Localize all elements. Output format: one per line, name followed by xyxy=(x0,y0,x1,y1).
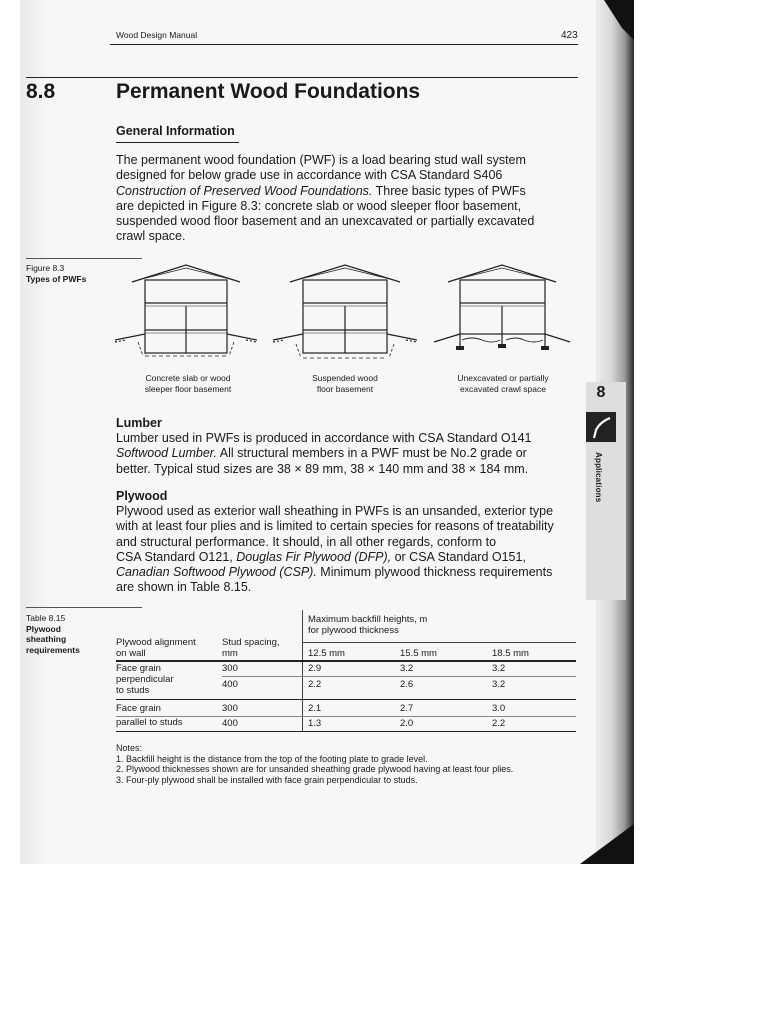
lumber-line-rest: All structural members in a PWF must be No.2 grade or xyxy=(216,446,527,461)
notes-heading: Notes: xyxy=(116,743,143,753)
chapter-number: 8 xyxy=(596,384,606,401)
section-title: Permanent Wood Foundations xyxy=(116,80,421,103)
table-divider xyxy=(302,610,303,732)
plywood-heading: Plywood xyxy=(116,489,168,503)
lumber-line xyxy=(116,446,586,461)
note-item: 1. Backfill height is the distance from the top of the footing plate to grade level. xyxy=(116,753,428,764)
table-cell: 2.7 xyxy=(400,703,414,714)
row-rule xyxy=(222,676,576,677)
plywood-paragraph xyxy=(116,504,586,596)
alignment-line: Face grain xyxy=(116,703,161,714)
house-slab-basement xyxy=(115,265,257,356)
alignment-line: to studs xyxy=(116,685,150,696)
page-number: 423 xyxy=(561,30,578,41)
table-notes xyxy=(116,743,513,785)
general-line: suspended wood floor basement and an unexcavated or partially excavated xyxy=(116,214,535,229)
col-header-line: Plywood alignment xyxy=(116,637,196,648)
header-rule xyxy=(110,44,578,45)
general-line-rest: Three basic types of PWFs xyxy=(375,183,526,198)
table-cell: 3.0 xyxy=(492,703,506,714)
table-cell-spacing: 300 xyxy=(222,663,238,674)
table-cell: 3.2 xyxy=(400,663,414,674)
general-heading: General Information xyxy=(116,124,235,138)
table-cell: 2.2 xyxy=(308,679,322,690)
figure-title: Types of PWFs xyxy=(26,273,87,284)
table-cell: 2.1 xyxy=(308,703,322,714)
table-cell: 3.2 xyxy=(492,663,506,674)
standard-title: Canadian Softwood Plywood (CSP). xyxy=(116,565,317,580)
lumber-line: Lumber used in PWFs is produced in accordance with CSA Standard O141 xyxy=(116,431,532,445)
caption-slab-basement xyxy=(113,373,263,394)
section-rule xyxy=(26,77,578,78)
col-header-line: Stud spacing, xyxy=(222,637,280,648)
lumber-paragraph xyxy=(116,431,586,477)
table-title-line: Plywood xyxy=(26,623,61,634)
lumber-heading: Lumber xyxy=(116,416,162,430)
col-header-thickness-2: 15.5 mm xyxy=(400,648,437,659)
general-line: are depicted in Figure 8.3: concrete slab or wood sleeper floor basement, xyxy=(116,198,522,213)
col-header-spacing xyxy=(222,637,280,659)
col-header-thickness-1: 12.5 mm xyxy=(308,648,345,659)
caption-line: sleeper floor basement xyxy=(144,383,232,394)
row-rule xyxy=(116,716,576,717)
general-paragraph xyxy=(116,153,586,245)
col-header-line: on wall xyxy=(116,648,146,659)
plywood-line xyxy=(116,550,586,565)
table-title-line: sheathing xyxy=(26,634,67,644)
table-cell-spacing: 300 xyxy=(222,703,238,714)
caption-suspended-floor xyxy=(270,373,420,394)
col-header-thickness-3: 18.5 mm xyxy=(492,648,529,659)
caption-line: Concrete slab or wood xyxy=(145,373,231,383)
table-title-line: requirements xyxy=(26,644,80,655)
table-cell: 2.2 xyxy=(492,718,506,729)
alignment-line: parallel to studs xyxy=(116,717,183,728)
general-line: The permanent wood foundation (PWF) is a load bearing stud wall system xyxy=(116,153,526,167)
plywood-line: Plywood used as exterior wall sheathing in PWFs is an unsanded, exterior type xyxy=(116,504,554,518)
general-line: crawl space. xyxy=(116,229,186,244)
col-header-line: mm xyxy=(222,648,238,659)
alignment-line: perpendicular xyxy=(116,674,174,685)
note-item: 2. Plywood thicknesses shown are for unsanded sheathing grade plywood having at least four plies. xyxy=(116,764,514,775)
table-number: Table 8.15 xyxy=(26,613,66,623)
plywood-text: Minimum plywood thickness requirements xyxy=(316,565,553,580)
header-group xyxy=(308,614,427,636)
standard-title: Softwood Lumber. xyxy=(116,446,217,461)
plywood-text: CSA Standard O121, xyxy=(116,549,237,564)
caption-line: Suspended wood xyxy=(312,373,378,383)
table-cell-spacing: 400 xyxy=(222,718,238,729)
chapter-slash-icon xyxy=(586,412,616,442)
figure-number: Figure 8.3 xyxy=(26,263,65,273)
table-cell-spacing: 400 xyxy=(222,679,238,690)
standard-title: Construction of Preserved Wood Foundations. xyxy=(116,183,373,198)
house-crawl-space xyxy=(434,265,570,350)
page-shadow xyxy=(20,0,50,864)
table-bottom-rule xyxy=(116,731,576,732)
group-alignment-perpendicular xyxy=(116,663,174,696)
table-label-rule xyxy=(26,607,142,608)
caption-line: excavated crawl space xyxy=(460,383,546,394)
chapter-label: Applications xyxy=(594,452,603,503)
general-line xyxy=(116,184,586,199)
caption-line: Unexcavated or partially xyxy=(457,373,549,383)
pwf-types-figure xyxy=(110,258,580,370)
header-group-line: Maximum backfill heights, m xyxy=(308,614,428,625)
group-rule xyxy=(116,699,576,700)
plywood-line: and structural performance. It should, in all other regards, conform to xyxy=(116,534,497,549)
caption-crawl-space xyxy=(428,373,578,394)
house-suspended-floor xyxy=(273,265,417,358)
caption-line: floor basement xyxy=(316,383,374,394)
header-group-line: for plywood thickness xyxy=(308,625,399,636)
plywood-line: are shown in Table 8.15. xyxy=(116,580,252,595)
table-cell: 2.0 xyxy=(400,718,414,729)
note-item: 3. Four-ply plywood shall be installed with face grain perpendicular to studs. xyxy=(116,774,418,785)
table-cell: 2.9 xyxy=(308,663,322,674)
plywood-line xyxy=(116,565,586,580)
running-title: Wood Design Manual xyxy=(116,30,198,40)
plywood-line: with at least four plies and is limited to certain species for reasons of treatability xyxy=(116,519,554,534)
header-rule xyxy=(116,660,576,662)
header-group-rule xyxy=(302,642,576,643)
table-cell: 1.3 xyxy=(308,718,322,729)
plywood-text: or CSA Standard O151, xyxy=(391,549,526,564)
figure-label xyxy=(26,263,86,284)
table-label xyxy=(26,613,80,655)
lumber-line: better. Typical stud sizes are 38 × 89 mm, 38 × 140 mm and 38 × 184 mm. xyxy=(116,461,529,476)
general-line: designed for below grade use in accordance with CSA Standard S406 xyxy=(116,168,503,183)
col-header-alignment xyxy=(116,637,196,659)
chapter-tab-marker xyxy=(586,412,616,442)
standard-title: Douglas Fir Plywood (DFP), xyxy=(236,549,392,564)
table-cell: 2.6 xyxy=(400,679,414,690)
general-heading-rule xyxy=(116,142,239,143)
table-cell: 3.2 xyxy=(492,679,506,690)
alignment-line: Face grain xyxy=(116,663,161,674)
section-number: 8.8 xyxy=(26,80,56,103)
